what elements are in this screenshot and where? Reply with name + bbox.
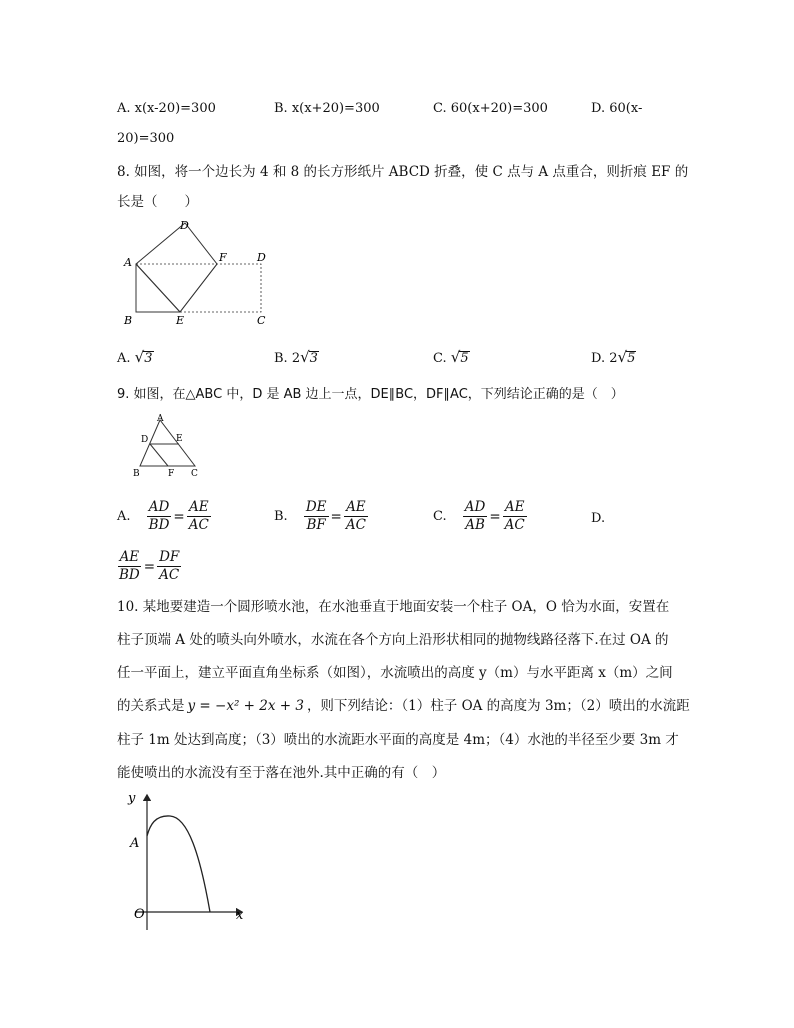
q8-figure [118, 215, 278, 330]
q10-stem-line2: 柱子顶端 A 处的喷头向外喷水，水流在各个方向上沿形状相同的抛物线路径落下.在过 OA 的 [117, 632, 669, 648]
q8-stem-line1: 8. 如图，将一个边长为 4 和 8 的长方形纸片 ABCD 折叠，使 C 点与 A 点重合，则折痕 EF 的 [117, 164, 689, 180]
q8-stem-line2: 长是（ ） [117, 194, 198, 210]
q8-label-d: D [257, 251, 266, 264]
q7-option-a: A. x(x-20)=300 [117, 101, 216, 116]
q7-option-d-line2: 20)=300 [117, 131, 175, 146]
q9-option-d: $\frac{AE}{BD}$ = $\frac{DF}{AC}$ [119, 549, 180, 583]
q8-label-a: A [124, 256, 132, 269]
q10-label-o: O [134, 907, 145, 922]
q8-option-d: D. 2√5 [591, 348, 636, 366]
q9-label-a: A [157, 414, 164, 424]
q8-label-f: F [219, 251, 227, 264]
q9-label-b: B [133, 469, 140, 479]
q9-option-c: C. $\frac{AD}{AB}$ = $\frac{AE}{AC}$ [433, 499, 525, 533]
q9-stem-line1: 9. 如图，在△ABC 中，D 是 AB 边上一点，DE∥BC，DF∥AC，下列结论正确的是（ ） [117, 387, 624, 402]
q10-stem-line5: 柱子 1m 处达到高度；（3）喷出的水流距水平面的高度是 4m；（4）水池的半径至少要 3m 才 [117, 732, 679, 748]
q7-option-b: B. x(x+20)=300 [274, 101, 380, 116]
q9-label-f: F [168, 469, 175, 479]
q8-label-e: E [176, 314, 185, 327]
q9-option-d-label: D. [591, 511, 606, 526]
q8-label-b: B [124, 314, 133, 327]
q8-option-a: A. √3 [117, 348, 153, 366]
q9-label-d: D [141, 435, 149, 445]
q10-stem-line4: 的关系式是 y = −x² + 2x + 3 ，则下列结论：（1）柱子 OA 的高度为 3m；（2）喷出的水流距 [117, 698, 690, 714]
q10-figure [120, 785, 260, 935]
q10-label-a: A [130, 836, 140, 851]
q9-label-c: C [191, 469, 198, 479]
q9-option-a: A. $\frac{AD}{BD}$ = $\frac{AE}{AC}$ [117, 499, 209, 533]
q8-label-c: C [257, 314, 266, 327]
q9-option-b: B. $\frac{DE}{BF}$ = $\frac{AE}{AC}$ [274, 499, 366, 533]
q10-stem-line3: 任一平面上，建立平面直角坐标系（如图），水流喷出的高度 y（m）与水平距离 x（m）之间 [117, 665, 673, 681]
q9-figure [128, 410, 208, 480]
q10-formula: y = −x² + 2x + 3 [187, 698, 304, 714]
q8-label-d-top: D [180, 219, 189, 232]
q7-option-d-line1: D. 60(x- [591, 101, 643, 116]
q10-label-x: x [236, 908, 244, 923]
q10-stem-line1: 10. 某地要建造一个圆形喷水池，在水池垂直于地面安装一个柱子 OA，O 恰为水面，安置在 [117, 599, 670, 615]
q9-label-e: E [176, 434, 183, 444]
q7-option-c: C. 60(x+20)=300 [433, 101, 548, 116]
q10-stem-line6: 能使喷出的水流没有至于落在池外.其中正确的有（ ） [117, 765, 446, 781]
q8-option-c: C. √5 [433, 348, 469, 366]
q8-option-b: B. 2√3 [274, 348, 318, 366]
q10-label-y: y [128, 791, 136, 806]
